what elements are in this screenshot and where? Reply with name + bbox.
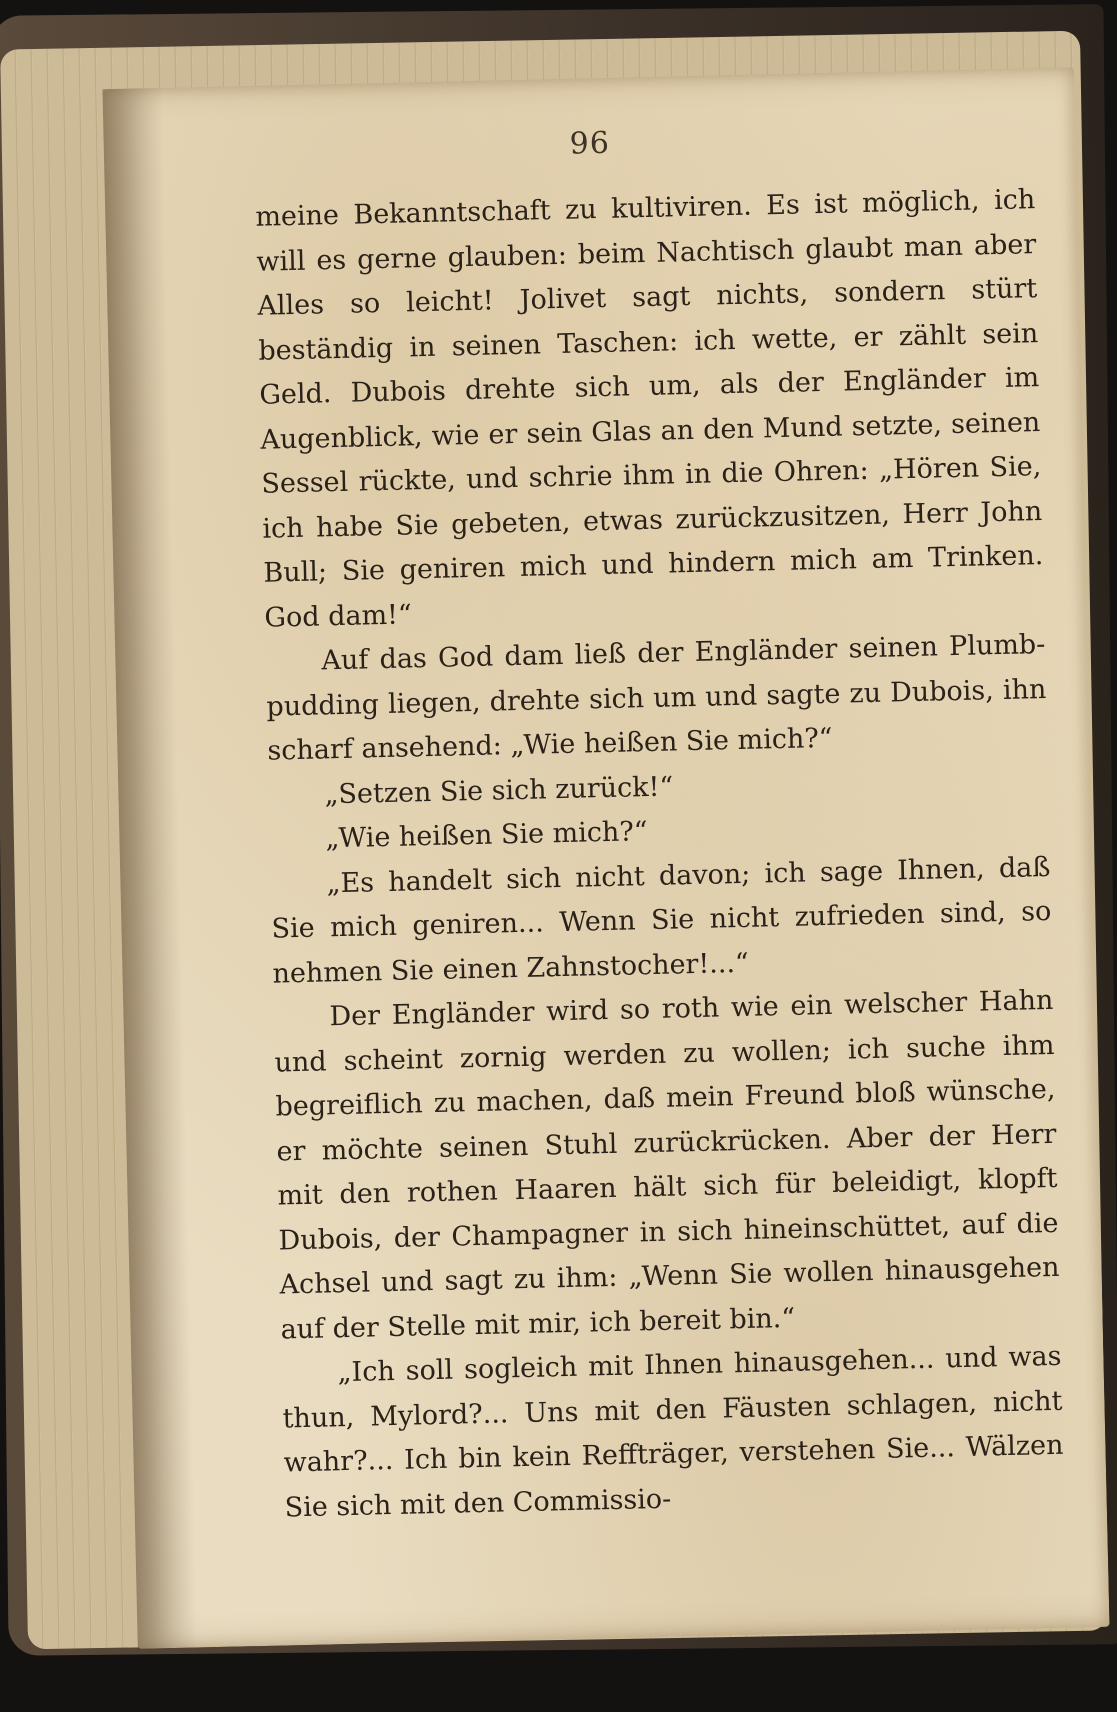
page-number: 96 xyxy=(569,125,611,162)
paragraph-dialogue: „Wie heißen Sie mich?“ xyxy=(325,816,648,855)
paragraph-dialogue: „Ich soll sogleich mit Ihnen hinausgehen... und was thun, Mylord?... Uns mit den Fäusten schlagen, nicht wahr?... Ich bin kein Reffträger, verstehen Sie... Wälzen Sie sich mit den Commissio- xyxy=(282,1340,1064,1523)
paragraph: Der Engländer wird so roth wie ein welscher Hahn und scheint zornig werden zu wollen; ich suche ihm begreiflich zu machen, daß mein Freund bloß wünsche, er möchte seinen Stuhl zurückrücken. Aber der Herr mit den rothen Haaren hält sich für beleidigt, klopft Dubois, der Champagner in sich hineinschüttet, auf die Achsel und sagt zu ihm: „Wenn Sie wollen hinausgehen auf der Stelle mit mir, ich bereit bin.“ xyxy=(274,984,1060,1345)
paragraph: Auf das God dam ließ der Engländer seinen Plumb-pudding liegen, drehte sich um und sagte zu Dubois, ihn scharf ansehend: „Wie heißen Sie mich?“ xyxy=(266,628,1047,767)
body-text xyxy=(255,178,1065,1530)
paragraph-dialogue: „Setzen Sie sich zurück!“ xyxy=(324,770,674,810)
paragraph-dialogue: „Es handelt sich nicht davon; ich sage Ihnen, daß Sie mich geniren... Wenn Sie nicht zufrieden sind, so nehmen Sie einen Zahnstocher!...“ xyxy=(271,851,1052,990)
paragraph-continued: meine Bekanntschaft zu kultiviren. Es ist möglich, ich will es gerne glauben: beim Nachtisch glaubt man aber Alles so leicht! Jolivet sagt nichts, sondern stürt beständig in seinen Taschen: ich wette, er zählt sein Geld. Dubois drehte sich um, als der Engländer im Augenblick, wie er sein Glas an den Mund setzte, seinen Sessel rückte, und schrie ihm in die Ohren: „Hören Sie, ich habe Sie gebeten, etwas zurückzusitzen, Herr John Bull; Sie geniren mich und hindern mich am Trinken. God dam!“ xyxy=(255,184,1044,634)
book-page xyxy=(102,67,1109,1649)
